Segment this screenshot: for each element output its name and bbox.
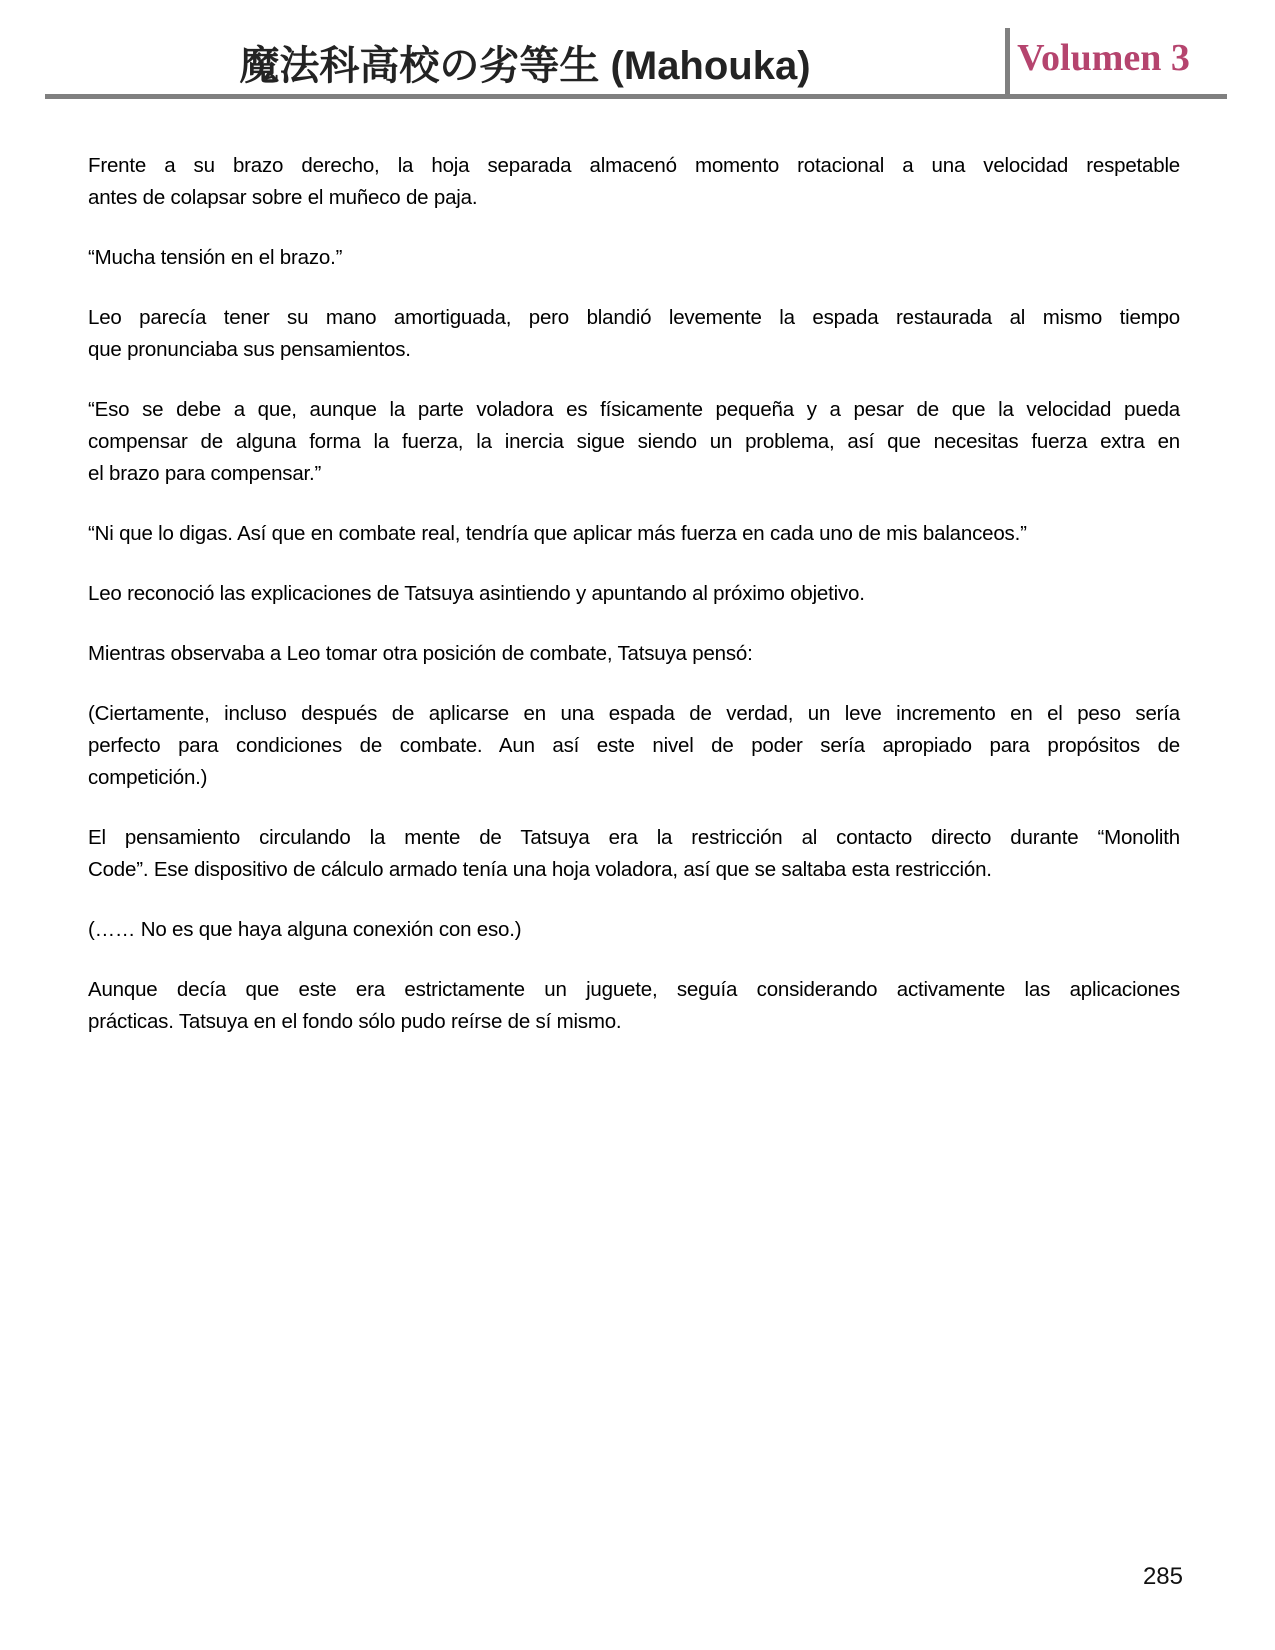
text-line: Aunque decía que este era estrictamente un juguete, seguía considerando activamente las aplicaciones xyxy=(88,978,1180,1001)
document-title: 魔法科高校の劣等生 (Mahouka) xyxy=(239,44,811,88)
text-line: prácticas. Tatsuya en el fondo sólo pudo reírse de sí mismo. xyxy=(88,1010,622,1033)
paragraph xyxy=(88,394,1180,490)
paragraph xyxy=(88,822,1180,886)
page-content xyxy=(88,99,1180,1066)
header-volume-cell xyxy=(1010,38,1227,94)
text-line: “Eso se debe a que, aunque la parte voladora es físicamente pequeña y a pesar de que la velocidad pueda xyxy=(88,398,1180,421)
paragraph xyxy=(88,638,1180,670)
text-line: Mientras observaba a Leo tomar otra posición de combate, Tatsuya pensó: xyxy=(88,642,753,665)
paragraph xyxy=(88,150,1180,214)
text-line: competición.) xyxy=(88,766,208,789)
text-line: perfecto para condiciones de combate. Aun así este nivel de poder sería apropiado para propósitos de xyxy=(88,734,1180,757)
volume-label: Volumen 3 xyxy=(1017,37,1190,79)
text-line: el brazo para compensar.” xyxy=(88,462,322,485)
text-line: “Ni que lo digas. Así que en combate real, tendría que aplicar más fuerza en cada uno de mis balanceos.” xyxy=(88,522,1027,545)
paragraph xyxy=(88,578,1180,610)
text-line: Code”. Ese dispositivo de cálculo armado tenía una hoja voladora, así que se saltaba esta restricción. xyxy=(88,858,992,881)
page-header xyxy=(45,0,1227,99)
text-line: (…… No es que haya alguna conexión con eso.) xyxy=(88,918,522,941)
paragraph xyxy=(88,914,1180,946)
header-title-cell xyxy=(45,44,1005,94)
text-line: que pronunciaba sus pensamientos. xyxy=(88,338,411,361)
text-line: Frente a su brazo derecho, la hoja separada almacenó momento rotacional a una velocidad respetable xyxy=(88,154,1180,177)
page-number: 285 xyxy=(1142,1563,1183,1590)
paragraph xyxy=(88,518,1180,550)
paragraph xyxy=(88,698,1180,794)
text-line: El pensamiento circulando la mente de Tatsuya era la restricción al contacto directo durante “Monolith xyxy=(88,826,1180,849)
text-line: (Ciertamente, incluso después de aplicarse en una espada de verdad, un leve incremento en el peso sería xyxy=(88,702,1180,725)
paragraph xyxy=(88,242,1180,274)
text-line: Leo reconoció las explicaciones de Tatsuya asintiendo y apuntando al próximo objetivo. xyxy=(88,582,865,605)
paragraph xyxy=(88,974,1180,1038)
text-line: Leo parecía tener su mano amortiguada, pero blandió levemente la espada restaurada al mismo tiempo xyxy=(88,306,1180,329)
text-line: compensar de alguna forma la fuerza, la inercia sigue siendo un problema, así que necesitas fuerza extra en xyxy=(88,430,1180,453)
paragraph xyxy=(88,302,1180,366)
text-line: “Mucha tensión en el brazo.” xyxy=(88,246,343,269)
text-line: antes de colapsar sobre el muñeco de paja. xyxy=(88,186,478,209)
